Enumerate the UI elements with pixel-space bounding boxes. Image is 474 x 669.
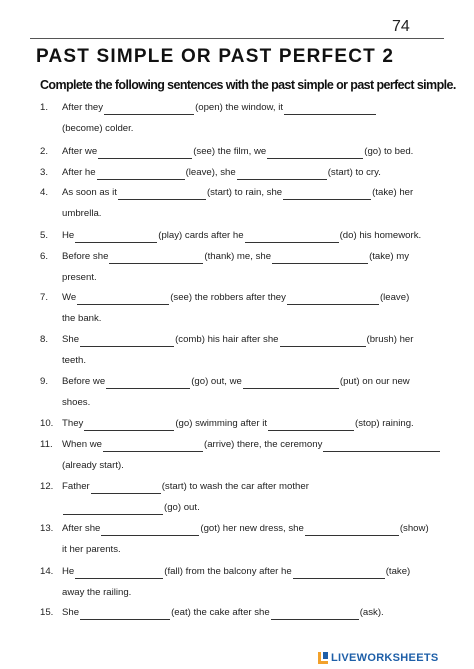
- exercise-line: [40, 606, 440, 620]
- sentence-text: teeth.: [62, 355, 87, 366]
- item-number: 5.: [40, 230, 49, 241]
- sentence-text: (take) my: [369, 251, 410, 262]
- sentence-text: (put) on our new: [339, 376, 410, 387]
- item-number: 8.: [40, 334, 49, 345]
- exercise-line: [40, 354, 440, 368]
- sentence-text: (go) out.: [164, 502, 200, 513]
- item-number: 14.: [40, 566, 54, 577]
- exercise-item: [40, 333, 440, 369]
- sentence-text: (go) swimming after it: [175, 418, 268, 429]
- sentence-text: (comb) his hair after she: [175, 334, 279, 345]
- answer-blank[interactable]: [80, 335, 174, 347]
- sentence-text: (brush) her: [366, 334, 414, 345]
- sentence-text: Before we: [62, 376, 106, 387]
- exercise-item: [40, 438, 440, 474]
- sentence-text: Before she: [62, 251, 109, 262]
- exercise-line: [40, 565, 440, 579]
- worksheet-title: PAST SIMPLE OR PAST PERFECT 2: [36, 46, 395, 67]
- answer-blank[interactable]: [91, 482, 161, 494]
- item-number: 9.: [40, 376, 49, 387]
- sentence-text: (play) cards after he: [158, 230, 244, 241]
- exercise-item: [40, 229, 440, 243]
- exercise-item: [40, 565, 440, 601]
- exercise-line: [40, 166, 440, 180]
- top-divider: [30, 38, 444, 39]
- item-number: 3.: [40, 167, 49, 178]
- item-number: 13.: [40, 523, 54, 534]
- sentence-text: They: [62, 418, 84, 429]
- sentence-text: After we: [62, 146, 98, 157]
- sentence-text: (thank) me, she: [204, 251, 272, 262]
- answer-blank[interactable]: [284, 103, 376, 115]
- exercise-line: [40, 291, 440, 305]
- sentence-text: (start) to rain, she: [206, 187, 283, 198]
- sentence-text: shoes.: [62, 397, 91, 408]
- answer-blank[interactable]: [283, 188, 371, 200]
- exercise-item: [40, 375, 440, 411]
- answer-blank[interactable]: [271, 608, 359, 620]
- exercise-line: [40, 122, 440, 136]
- logo-text: LIVEWORKSHEETS: [331, 652, 439, 664]
- sentence-text: (leave): [379, 292, 410, 303]
- sentence-text: When we: [62, 439, 102, 450]
- answer-blank[interactable]: [101, 524, 199, 536]
- exercise-line: [40, 375, 440, 389]
- sentence-text: As soon as it: [62, 187, 117, 198]
- answer-blank[interactable]: [243, 377, 339, 389]
- exercise-line: [40, 207, 440, 221]
- exercise-item: [40, 480, 440, 516]
- sentence-text: (start) to wash the car after mother: [161, 481, 309, 492]
- exercise-line: [40, 480, 440, 494]
- answer-blank[interactable]: [80, 608, 170, 620]
- answer-blank[interactable]: [77, 293, 169, 305]
- sentence-text: She: [62, 334, 80, 345]
- sentence-text: He: [62, 566, 75, 577]
- sentence-text: (eat) the cake after she: [171, 607, 270, 618]
- answer-blank[interactable]: [323, 440, 440, 452]
- exercise-line: [40, 586, 440, 600]
- sentence-text: (see) the film, we: [193, 146, 267, 157]
- sentence-text: (already start).: [62, 460, 124, 471]
- exercise-item: [40, 250, 440, 286]
- sentence-text: (start) to cry.: [327, 167, 381, 178]
- exercise-line: [40, 522, 440, 536]
- sentence-text: (do) his homework.: [339, 230, 422, 241]
- sentence-text: (open) the window, it: [195, 102, 284, 113]
- sentence-text: (become) colder.: [62, 123, 134, 134]
- item-number: 2.: [40, 146, 49, 157]
- exercise-line: [40, 459, 440, 473]
- item-number: 6.: [40, 251, 49, 262]
- item-number: 1.: [40, 102, 49, 113]
- exercise-line: [40, 501, 440, 515]
- answer-blank[interactable]: [106, 377, 190, 389]
- sentence-text: After he: [62, 167, 96, 178]
- exercise-line: [40, 145, 440, 159]
- sentence-text: Father: [62, 481, 90, 492]
- answer-blank[interactable]: [75, 231, 157, 243]
- sentence-text: (go) out, we: [191, 376, 242, 387]
- sentence-text: (take) her: [372, 187, 414, 198]
- exercise-line: [40, 396, 440, 410]
- answer-blank[interactable]: [237, 168, 327, 180]
- exercise-line: [40, 417, 440, 431]
- answer-blank[interactable]: [63, 503, 163, 515]
- exercise-item: [40, 145, 440, 159]
- exercise-line: [40, 229, 440, 243]
- answer-blank[interactable]: [103, 440, 203, 452]
- sentence-text: (see) the robbers after they: [170, 292, 286, 303]
- exercise-item: [40, 417, 440, 431]
- exercise-line: [40, 186, 440, 200]
- sentence-text: We: [62, 292, 77, 303]
- instruction-text: Complete the following sentences with the past simple or past perfect simple.: [40, 78, 456, 92]
- sentence-text: (go) to bed.: [364, 146, 414, 157]
- answer-blank[interactable]: [272, 252, 368, 264]
- liveworksheets-logo-icon: [318, 652, 328, 664]
- sentence-text: After she: [62, 523, 101, 534]
- answer-blank[interactable]: [104, 103, 194, 115]
- sentence-text: (ask).: [359, 607, 384, 618]
- answer-blank[interactable]: [268, 419, 354, 431]
- liveworksheets-logo: [318, 651, 439, 665]
- answer-blank[interactable]: [97, 168, 185, 180]
- answer-blank[interactable]: [118, 188, 206, 200]
- sentence-text: present.: [62, 272, 97, 283]
- sentence-text: (arrive) there, the ceremony: [204, 439, 323, 450]
- sentence-text: She: [62, 607, 80, 618]
- sentence-text: (got) her new dress, she: [200, 523, 304, 534]
- answer-blank[interactable]: [280, 335, 366, 347]
- exercise-item: [40, 606, 440, 620]
- sentence-text: the bank.: [62, 313, 102, 324]
- exercise-item: [40, 166, 440, 180]
- sentence-text: (fall) from the balcony after he: [164, 566, 292, 577]
- exercise-item: [40, 291, 440, 327]
- exercise-line: [40, 438, 440, 452]
- sentence-text: (show): [399, 523, 429, 534]
- sentence-text: After they: [62, 102, 104, 113]
- answer-blank[interactable]: [98, 147, 192, 159]
- sentence-text: (stop) raining.: [355, 418, 414, 429]
- sentence-text: umbrella.: [62, 208, 102, 219]
- answer-blank[interactable]: [109, 252, 203, 264]
- answer-blank[interactable]: [75, 567, 163, 579]
- answer-blank[interactable]: [305, 524, 399, 536]
- exercise-line: [40, 250, 440, 264]
- sentence-text: it her parents.: [62, 544, 121, 555]
- exercise-item: [40, 522, 440, 558]
- exercise-line: [40, 333, 440, 347]
- item-number: 11.: [40, 439, 53, 450]
- answer-blank[interactable]: [293, 567, 385, 579]
- answer-blank[interactable]: [287, 293, 379, 305]
- exercise-item: [40, 186, 440, 222]
- item-number: 7.: [40, 292, 49, 303]
- item-number: 15.: [40, 607, 54, 618]
- sentence-text: (leave), she: [185, 167, 236, 178]
- sentence-text: away the railing.: [62, 587, 132, 598]
- page-number: 74: [392, 18, 410, 35]
- sentence-text: He: [62, 230, 75, 241]
- item-number: 12.: [40, 481, 54, 492]
- answer-blank[interactable]: [245, 231, 339, 243]
- exercise-line: [40, 101, 440, 115]
- exercise-line: [40, 312, 440, 326]
- exercise-line: [40, 543, 440, 557]
- answer-blank[interactable]: [267, 147, 363, 159]
- item-number: 10.: [40, 418, 54, 429]
- sentence-text: (take): [385, 566, 411, 577]
- answer-blank[interactable]: [84, 419, 174, 431]
- exercise-item: [40, 101, 440, 137]
- exercise-line: [40, 271, 440, 285]
- item-number: 4.: [40, 187, 49, 198]
